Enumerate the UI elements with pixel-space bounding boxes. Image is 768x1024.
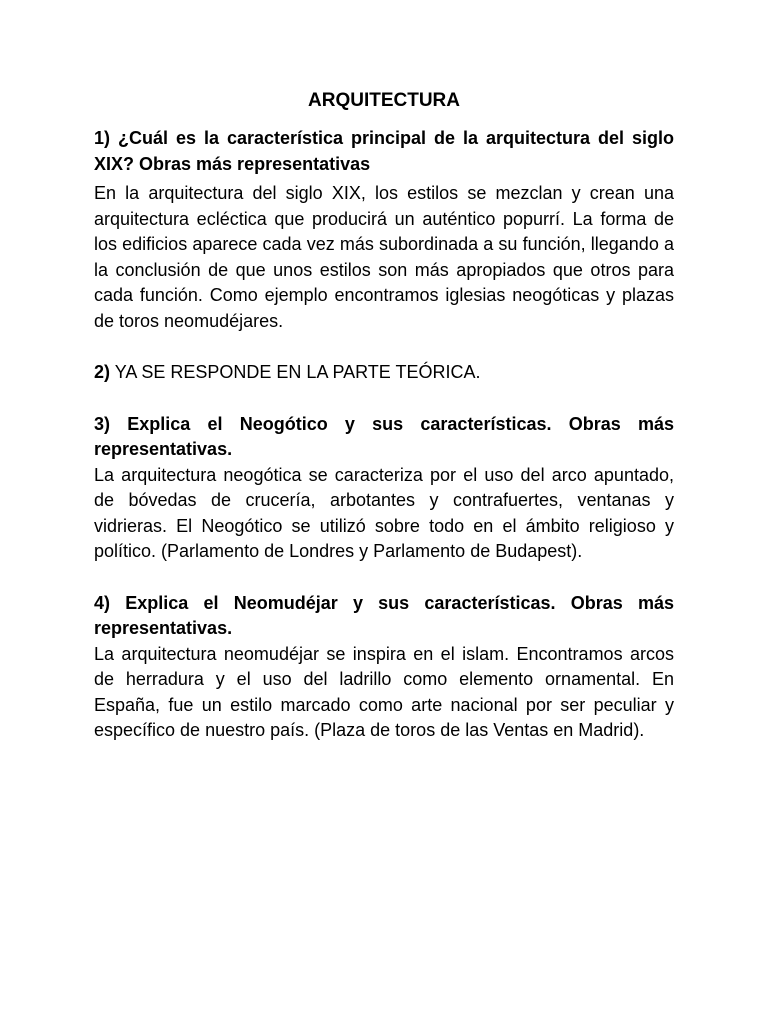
question-3 — [94, 412, 674, 463]
answer-4: La arquitectura neomudéjar se inspira en el islam. Encontramos arcos de herradura y el uso del ladrillo como elemento ornamental. En España, fue un estilo marcado como arte nacional por ser peculiar y específico de nuestro país. (Plaza de toros de las Ventas en Madrid). — [94, 643, 674, 740]
question-4 — [94, 591, 674, 642]
section-gap — [94, 565, 674, 591]
question-1-number: 1) — [94, 128, 111, 148]
answer-3: La arquitectura neogótica se caracteriza por el uso del arco apuntado, de bóvedas de crucería, arbotantes y contrafuertes, ventanas y vidrieras. El Neogótico se utilizó sobre todo en el ámbito religioso y político. (Parlamento de Londres y Parlamento de Budapest). — [94, 464, 674, 561]
question-2 — [94, 360, 674, 386]
question-4-text: Explica el Neomudéjar y sus características. Obras más representativas. — [94, 592, 674, 638]
question-2-number: 2) — [94, 362, 111, 382]
question-3-text: Explica el Neogótico y sus características. Obras más representativas. — [94, 413, 674, 459]
question-2-text: YA SE RESPONDE EN LA PARTE TEÓRICA. — [114, 362, 481, 382]
question-3-number: 3) — [94, 413, 111, 434]
section-gap — [94, 386, 674, 412]
question-1-text: ¿Cuál es la característica principal de la arquitectura del siglo XIX? Obras más representativas — [94, 128, 674, 174]
answer-1: En la arquitectura del siglo XIX, los estilos se mezclan y crean una arquitectura ecléctica que producirá un auténtico popurrí. La forma de los edificios aparece cada vez más subordinada a su función, llegando a la conclusión de que unos estilos son más apropiados que otros para cada función. Como ejemplo encontramos iglesias neogóticas y plazas de toros neomudéjares. — [94, 183, 674, 331]
document-title: ARQUITECTURA — [308, 90, 460, 111]
question-1 — [94, 126, 674, 177]
question-4-number: 4) — [94, 592, 111, 613]
section-gap — [94, 334, 674, 360]
